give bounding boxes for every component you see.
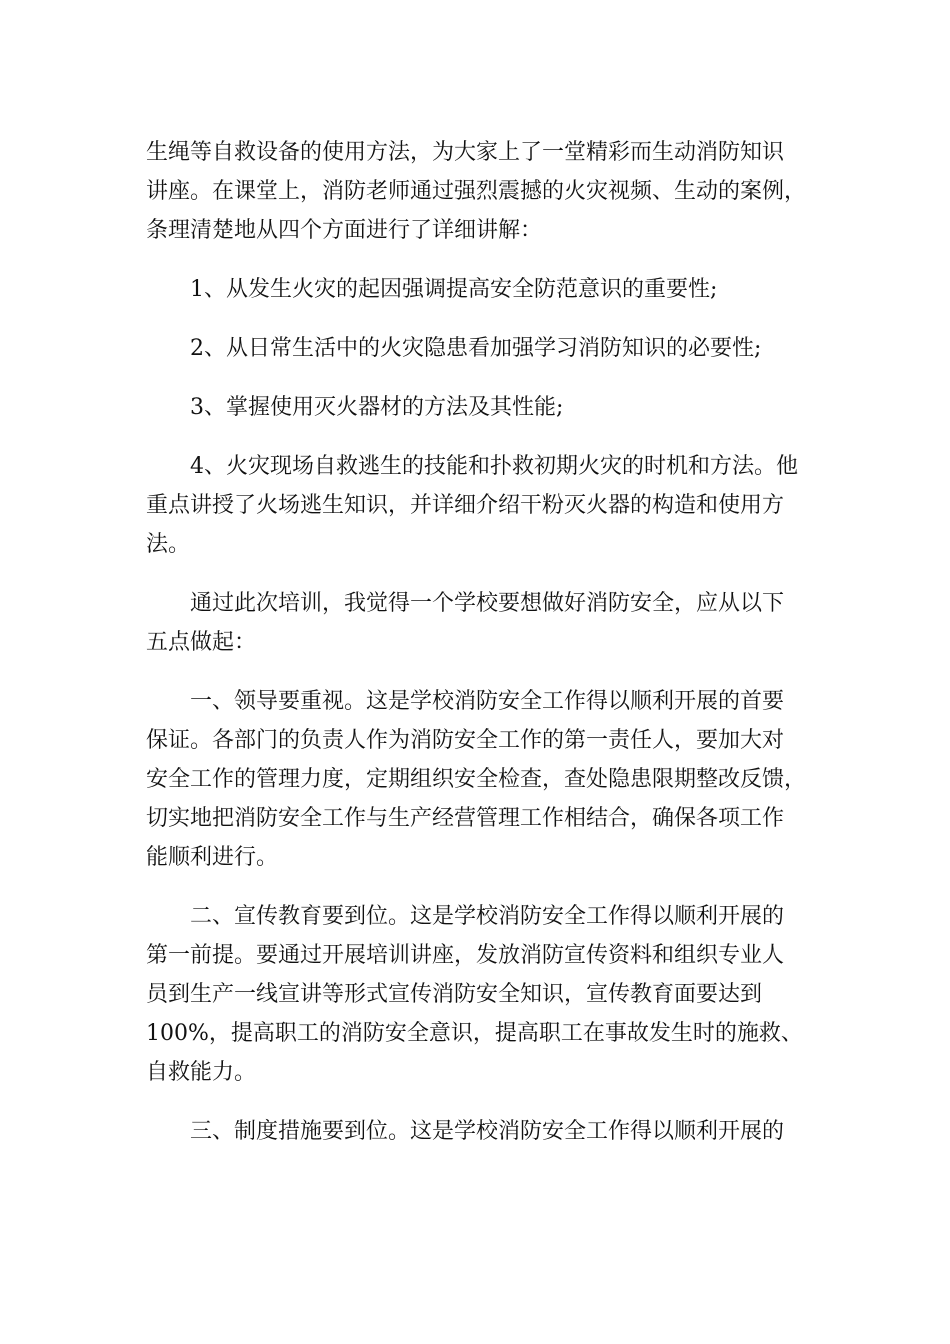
- text-line: 重点讲授了火场逃生知识，并详细介绍干粉灭火器的构造和使用方: [146, 493, 785, 518]
- list-item-1: [146, 270, 816, 309]
- text-line: 二、宣传教育要到位。这是学校消防安全工作得以顺利开展的: [190, 904, 785, 929]
- document-body: [146, 133, 816, 1151]
- list-item-2: [146, 329, 816, 368]
- text-line: 法。: [146, 532, 191, 557]
- text-line: 切实地把消防安全工作与生产经营管理工作相结合，确保各项工作: [146, 806, 785, 831]
- text-line: 生绳等自救设备的使用方法，为大家上了一堂精彩而生动消防知识: [146, 140, 785, 165]
- text-line: 通过此次培训，我觉得一个学校要想做好消防安全，应从以下: [190, 591, 785, 616]
- paragraph-point-3: [146, 1112, 816, 1151]
- text-line: 保证。各部门的负责人作为消防安全工作的第一责任人，要加大对: [146, 728, 785, 753]
- text-line: 100%，提高职工的消防安全意识，提高职工在事故发生时的施救、: [146, 1021, 803, 1046]
- text-line: 3、掌握使用灭火器材的方法及其性能;: [190, 395, 564, 420]
- text-line: 第一前提。要通过开展培训讲座，发放消防宣传资料和组织专业人: [146, 943, 785, 968]
- list-item-4: [146, 447, 816, 564]
- text-line: 三、制度措施要到位。这是学校消防安全工作得以顺利开展的: [190, 1119, 785, 1144]
- text-line: 讲座。在课堂上，消防老师通过强烈震撼的火灾视频、生动的案例，: [146, 179, 807, 204]
- text-line: 能顺利进行。: [146, 845, 279, 870]
- paragraph-conclusion-intro: [146, 584, 816, 662]
- text-line: 一、领导要重视。这是学校消防安全工作得以顺利开展的首要: [190, 689, 785, 714]
- text-line: 2、从日常生活中的火灾隐患看加强学习消防知识的必要性;: [190, 336, 762, 361]
- text-line: 安全工作的管理力度，定期组织安全检查，查处隐患限期整改反馈，: [146, 767, 807, 792]
- text-line: 1、从发生火灾的起因强调提高安全防范意识的重要性;: [190, 277, 718, 302]
- list-item-3: [146, 388, 816, 427]
- text-line: 条理清楚地从四个方面进行了详细讲解：: [146, 218, 543, 243]
- paragraph-point-2: [146, 897, 816, 1092]
- text-line: 员到生产一线宣讲等形式宣传消防安全知识，宣传教育面要达到: [146, 982, 763, 1007]
- paragraph-point-1: [146, 682, 816, 877]
- paragraph-1: [146, 133, 816, 250]
- text-line: 自救能力。: [146, 1060, 257, 1085]
- text-line: 五点做起：: [146, 630, 257, 655]
- text-line: 4、火灾现场自救逃生的技能和扑救初期火灾的时机和方法。他: [190, 454, 798, 479]
